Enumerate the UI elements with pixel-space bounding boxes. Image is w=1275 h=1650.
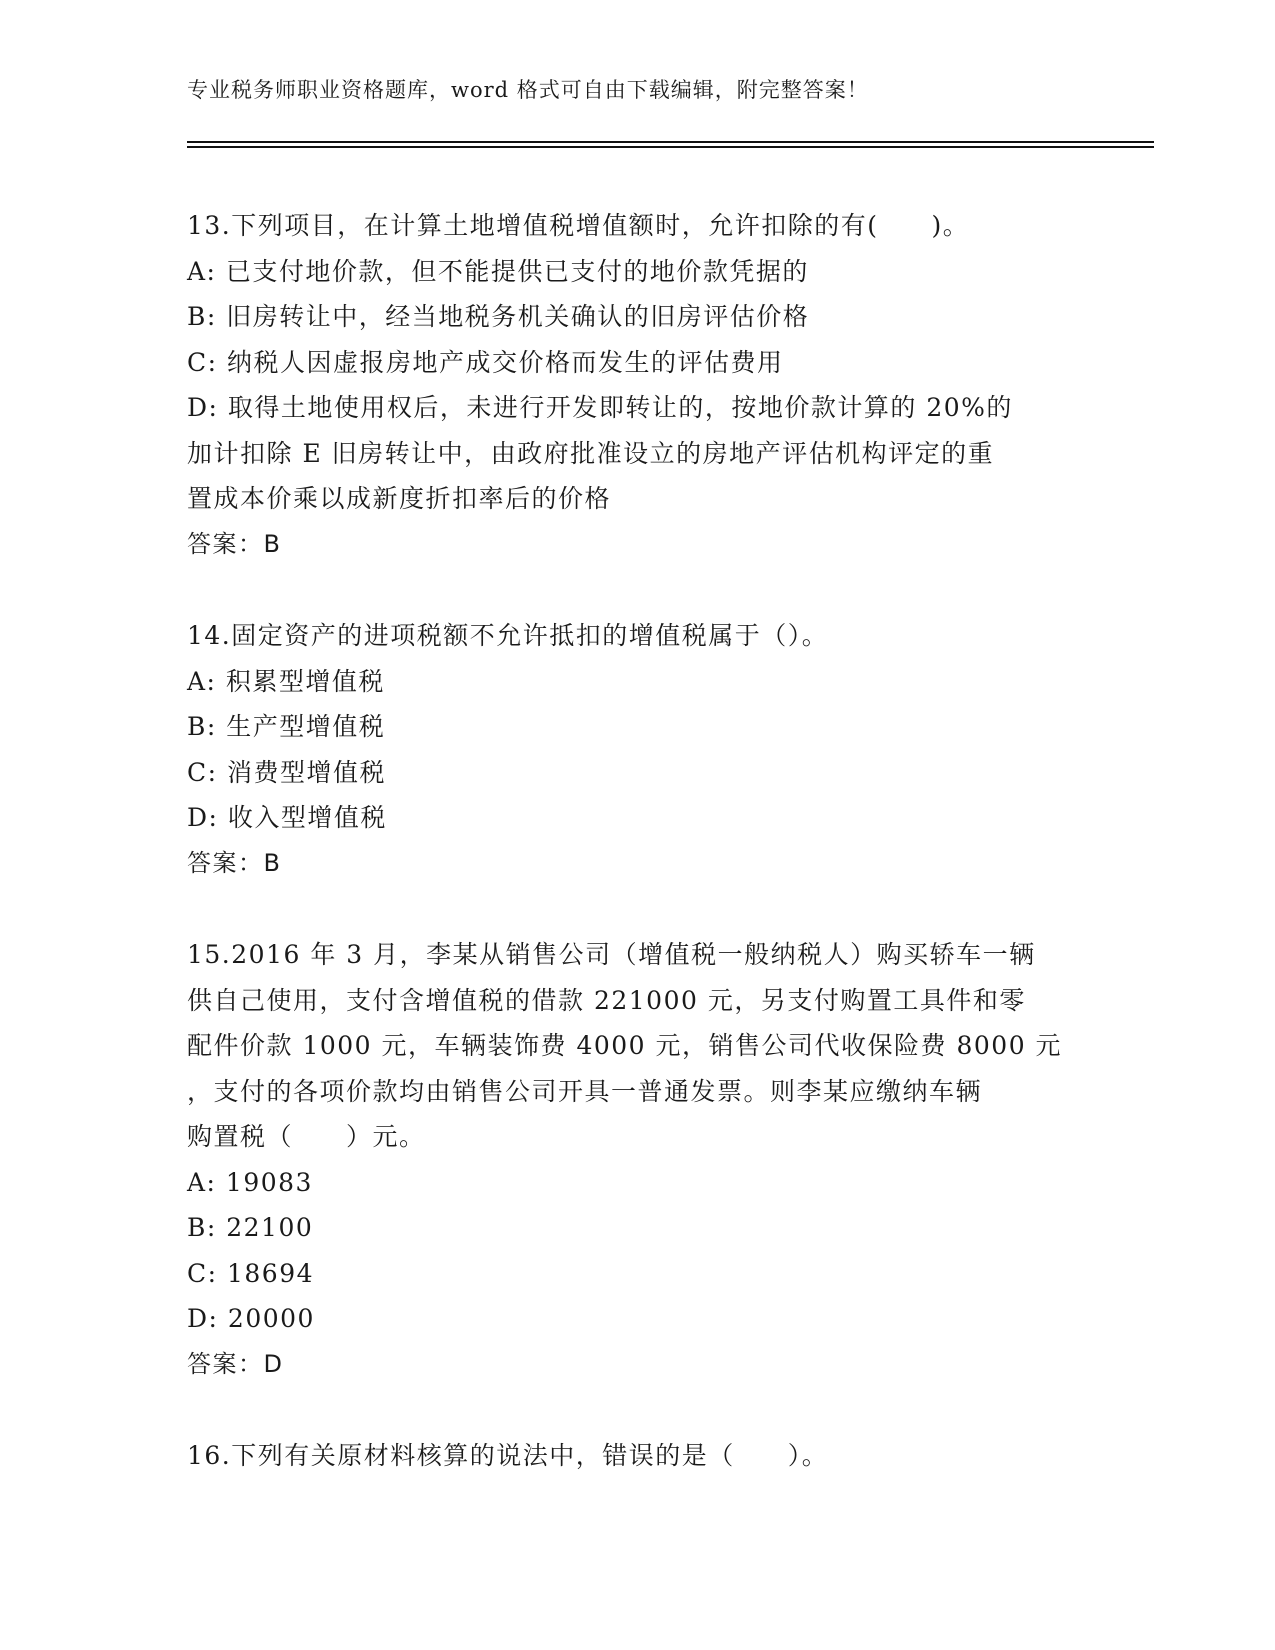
- option-a: A: 积累型增值税: [187, 666, 385, 696]
- option-d: D: 20000: [187, 1304, 315, 1333]
- question-stem: 16.下列有关原材料核算的说法中，错误的是（ ）。: [187, 1441, 829, 1470]
- question-stem-continued: 配件价款 1000 元，车辆装饰费 4000 元，销售公司代收保险费 8000 元: [187, 1031, 1063, 1060]
- page-header: 专业税务师职业资格题库，word 格式可自由下载编辑，附完整答案！: [187, 78, 869, 102]
- question-14: [187, 613, 1087, 886]
- question-stem-continued: 供自己使用，支付含增值税的借款 221000 元，另支付购置工具件和零: [187, 985, 1026, 1015]
- question-stem-continued: ，支付的各项价款均由销售公司开具一普通发票。则李某应缴纳车辆: [187, 1076, 983, 1106]
- answer: 答案：B: [187, 529, 282, 558]
- option-b: B: 22100: [187, 1213, 314, 1242]
- option-c: C: 消费型增值税: [187, 757, 386, 787]
- question-stem: 13.下列项目，在计算土地增值税增值额时，允许扣除的有( )。: [187, 211, 970, 240]
- question-stem: 15.2016 年 3 月，李某从销售公司（增值税一般纳税人）购买轿车一辆: [187, 940, 1036, 969]
- question-stem-continued: 购置税（ ）元。: [187, 1122, 426, 1151]
- option-d-continued: 置成本价乘以成新度折扣率后的价格: [187, 484, 612, 513]
- option-b: B: 旧房转让中，经当地税务机关确认的旧房评估价格: [187, 302, 810, 331]
- answer: 答案：D: [187, 1349, 284, 1378]
- option-d-continued: 加计扣除 E 旧房转让中，由政府批准设立的房地产评估机构评定的重: [187, 438, 995, 468]
- option-d: D: 取得土地使用权后，未进行开发即转让的，按地价款计算的 20%的: [187, 393, 1013, 422]
- question-15: [187, 932, 1087, 1387]
- header-rule-top: [187, 141, 1154, 143]
- question-13: [187, 203, 1087, 567]
- option-c: C: 纳税人因虚报房地产成交价格而发生的评估费用: [187, 347, 784, 377]
- option-a: A: 已支付地价款，但不能提供已支付的地价款凭据的: [187, 256, 809, 286]
- question-list: [187, 203, 1087, 1479]
- option-a: A: 19083: [187, 1167, 313, 1197]
- question-16: [187, 1433, 1087, 1479]
- header-rule-bottom: [187, 146, 1154, 148]
- question-stem: 14.固定资产的进项税额不允许抵扣的增值税属于（）。: [187, 621, 829, 650]
- option-b: B: 生产型增值税: [187, 712, 386, 741]
- option-c: C: 18694: [187, 1258, 315, 1288]
- answer: 答案：B: [187, 848, 282, 877]
- option-d: D: 收入型增值税: [187, 803, 387, 832]
